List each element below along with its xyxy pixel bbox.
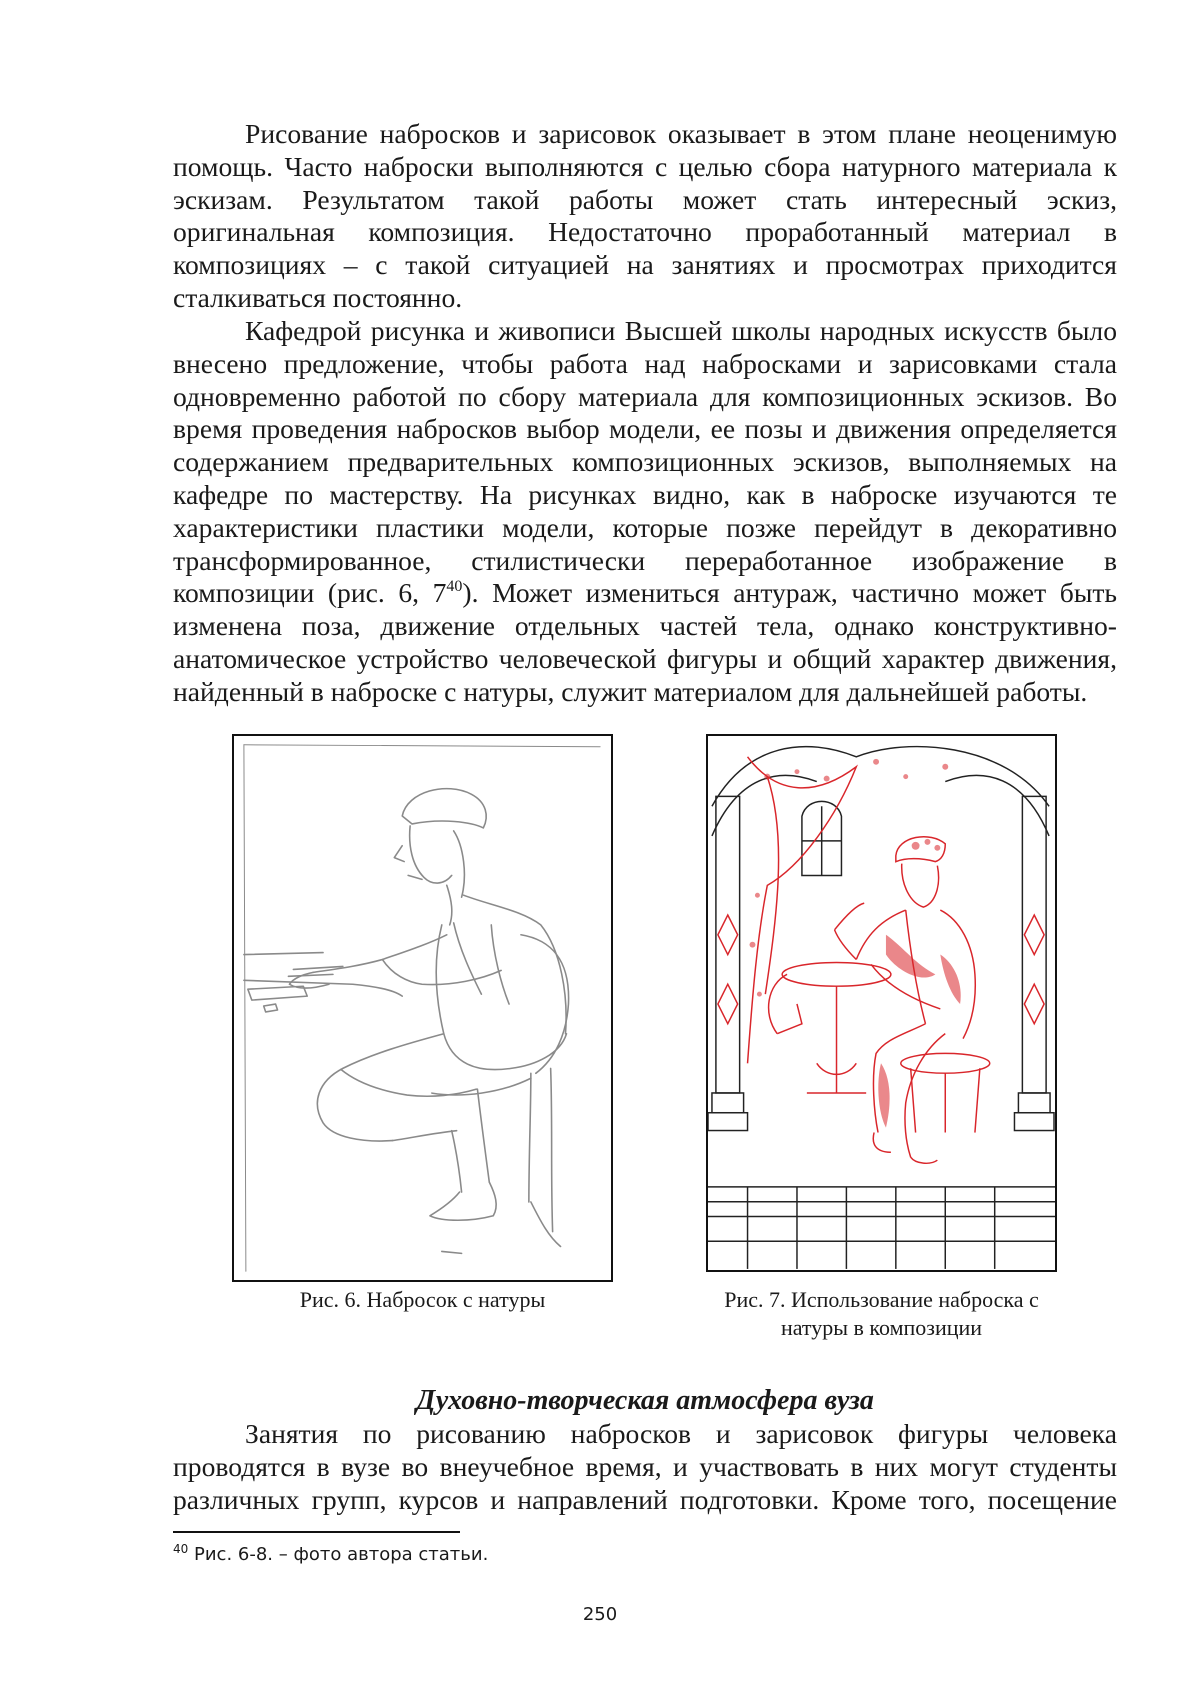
text-line: Кафедрой рисунка и живописи Высшей школы народных искусств было	[245, 315, 1117, 346]
figure-7-composition	[706, 734, 1057, 1272]
caption-line: Рис. 7. Использование наброска с	[724, 1287, 1039, 1312]
footnote	[173, 1543, 488, 1567]
text-line: трансформированное, стилистически переработанное изображение в	[173, 544, 1117, 576]
caption-line: натуры в композиции	[780, 1315, 983, 1340]
figure-7-caption	[690, 1286, 1073, 1342]
text-line: характеристики пластики модели, которые позже перейдут в декоративно	[173, 511, 1117, 543]
text-line: Занятия по рисованию набросков и зарисовок фигуры человека	[245, 1418, 1117, 1449]
line-end: ). Может измениться антураж, частично может быть	[462, 577, 1117, 609]
text-line: время проведения набросков выбор модели, ее позы и движения определяется	[173, 413, 1117, 445]
footnote-mark: 40	[173, 1542, 189, 1556]
text-line: различных групп, курсов и направлений подготовки. Кроме того, посещение	[173, 1483, 1117, 1515]
line-start: композиции (рис. 6, 7	[173, 577, 447, 609]
text-line: кафедре по мастерству. На рисунках видно, как в наброске изучаются те	[173, 478, 1117, 510]
text-line: содержанием предварительных композиционных эскизов, выполняемых на	[173, 446, 1117, 478]
paragraph-1	[173, 118, 1117, 315]
text-line: Рисование набросков и зарисовок оказывает в этом плане неоценимую	[245, 118, 1117, 149]
text-line: одновременно работой по сбору материала для композиционных эскизов. Во	[173, 380, 1117, 412]
text-line: сталкиваться постоянно.	[173, 281, 463, 313]
page-number: 250	[582, 1604, 618, 1625]
section-heading: Духовно-творческая атмосфера вуза	[416, 1385, 874, 1416]
text-line: проводятся в вузе во внеучебное время, и участвовать в них могут студенты	[173, 1450, 1117, 1482]
text-line: композициях – с такой ситуацией на занятиях и просмотрах приходится	[173, 249, 1117, 281]
pencil-sketch-image	[234, 736, 611, 1280]
text-line: эскизам. Результатом такой работы может стать интересный эскиз,	[173, 183, 1117, 215]
text-line: изменена поза, движение отдельных частей тела, однако конструктивно-	[173, 610, 1117, 642]
paragraph-3	[173, 1418, 1117, 1516]
footnote-separator	[173, 1531, 460, 1533]
text-line-with-footnote-ref	[173, 577, 1117, 610]
figure-6-caption: Рис. 6. Набросок с натуры	[299, 1287, 546, 1312]
paragraph-2	[173, 315, 1117, 709]
footnote-ref[interactable]: 40	[446, 578, 463, 596]
text-line: внесено предложение, чтобы работа над набросками и зарисовками стала	[173, 347, 1117, 379]
figure-6-sketch	[232, 734, 613, 1282]
footnote-text: Рис. 6-8. – фото автора статьи.	[188, 1544, 489, 1565]
text-line: найденный в наброске с натуры, служит материалом для дальнейшей работы.	[173, 675, 1088, 707]
decorative-composition-image	[708, 736, 1055, 1270]
text-line: анатомическое устройство человеческой фигуры и общий характер движения,	[173, 642, 1117, 674]
text-line: оригинальная композиция. Недостаточно проработанный материал в	[173, 216, 1117, 248]
text-line: помощь. Часто наброски выполняются с целью сбора натурного материала к	[173, 150, 1117, 182]
